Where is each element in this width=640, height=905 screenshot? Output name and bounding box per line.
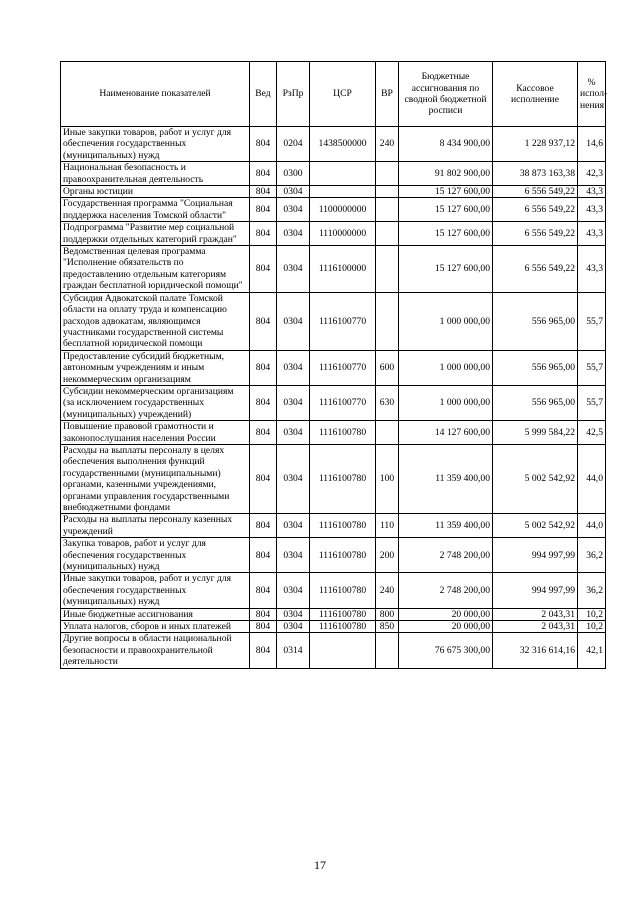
table-row [61, 633, 606, 668]
table-row [61, 421, 606, 445]
header-rzpr: РзПр [277, 62, 310, 127]
page-number: 17 [314, 858, 326, 872]
cell-cash: 6 556 549,22 [493, 246, 578, 293]
cell-cash: 556 965,00 [493, 350, 578, 385]
cell-assigned: 1 000 000,00 [399, 292, 493, 350]
cell-rzpr: 0304 [277, 246, 310, 293]
cell-rzpr: 0300 [277, 162, 310, 186]
cell-csr: 1116100770 [310, 292, 376, 350]
cell-cash: 6 556 549,22 [493, 222, 578, 246]
cell-ved: 804 [250, 246, 277, 293]
cell-name: Субсидии некоммерческим организациям (за исключением государственных (муниципальных) учреждений) [61, 385, 250, 420]
cell-name: Подпрограмма "Развитие мер социальной поддержки отдельных категорий граждан" [61, 222, 250, 246]
cell-percent: 43,3 [578, 222, 606, 246]
cell-rzpr: 0304 [277, 444, 310, 513]
cell-ved: 804 [250, 621, 277, 633]
cell-csr: 1116100770 [310, 385, 376, 420]
cell-percent: 55,7 [578, 350, 606, 385]
cell-csr: 1116100770 [310, 350, 376, 385]
cell-name: Органы юстиции [61, 186, 250, 198]
table-row [61, 162, 606, 186]
cell-assigned: 1 000 000,00 [399, 350, 493, 385]
cell-percent: 14,6 [578, 127, 606, 162]
cell-csr: 1116100000 [310, 246, 376, 293]
cell-ved: 804 [250, 222, 277, 246]
cell-vr [376, 292, 399, 350]
cell-rzpr: 0304 [277, 292, 310, 350]
header-csr: ЦСР [310, 62, 376, 127]
cell-name: Уплата налогов, сборов и иных платежей [61, 621, 250, 633]
table-row [61, 127, 606, 162]
table-row [61, 222, 606, 246]
cell-percent: 42,1 [578, 633, 606, 668]
cell-csr: 1116100780 [310, 421, 376, 445]
cell-cash: 556 965,00 [493, 292, 578, 350]
cell-vr: 850 [376, 621, 399, 633]
header-name: Наименование показателей [61, 62, 250, 127]
cell-rzpr: 0304 [277, 421, 310, 445]
cell-name: Иные закупки товаров, работ и услуг для обеспечения государственных (муниципальных) нужд [61, 573, 250, 608]
cell-percent: 10,2 [578, 621, 606, 633]
cell-cash: 5 002 542,92 [493, 444, 578, 513]
cell-vr: 110 [376, 514, 399, 538]
cell-ved: 804 [250, 292, 277, 350]
cell-assigned: 76 675 300,00 [399, 633, 493, 668]
cell-assigned: 15 127 600,00 [399, 186, 493, 198]
cell-csr [310, 633, 376, 668]
cell-name: Национальная безопасность и правоохранительная деятельность [61, 162, 250, 186]
header-vr: ВР [376, 62, 399, 127]
cell-name: Другие вопросы в области национальной безопасности и правоохранительной деятельности [61, 633, 250, 668]
cell-csr: 1116100780 [310, 621, 376, 633]
cell-ved: 804 [250, 350, 277, 385]
cell-percent: 44,0 [578, 444, 606, 513]
cell-assigned: 20 000,00 [399, 608, 493, 620]
cell-vr [376, 162, 399, 186]
cell-vr: 240 [376, 573, 399, 608]
cell-cash: 2 043,31 [493, 621, 578, 633]
cell-vr [376, 246, 399, 293]
cell-assigned: 11 359 400,00 [399, 444, 493, 513]
cell-cash: 2 043,31 [493, 608, 578, 620]
cell-percent: 55,7 [578, 385, 606, 420]
cell-ved: 804 [250, 127, 277, 162]
cell-vr [376, 186, 399, 198]
cell-cash: 38 873 163,38 [493, 162, 578, 186]
cell-assigned: 91 802 900,00 [399, 162, 493, 186]
table-body [61, 127, 606, 669]
table-row [61, 514, 606, 538]
cell-cash: 32 316 614,16 [493, 633, 578, 668]
cell-name: Государственная программа "Социальная поддержка населения Томской области" [61, 198, 250, 222]
header-assigned: Бюджетные ассигнования по сводной бюджетной росписи [399, 62, 493, 127]
table-row [61, 246, 606, 293]
cell-name: Субсидия Адвокатской палате Томской области на оплату труда и компенсацию расходов адвокатам, являющимся участниками государственной системы бесплатной юридической помощи [61, 292, 250, 350]
cell-name: Иные закупки товаров, работ и услуг для обеспечения государственных (муниципальных) нужд [61, 127, 250, 162]
cell-ved: 804 [250, 514, 277, 538]
cell-cash: 6 556 549,22 [493, 198, 578, 222]
cell-ved: 804 [250, 421, 277, 445]
cell-csr: 1116100780 [310, 444, 376, 513]
cell-ved: 804 [250, 444, 277, 513]
budget-execution-table [60, 61, 606, 669]
cell-rzpr: 0304 [277, 222, 310, 246]
cell-rzpr: 0204 [277, 127, 310, 162]
cell-percent: 44,0 [578, 514, 606, 538]
cell-ved: 804 [250, 633, 277, 668]
cell-ved: 804 [250, 186, 277, 198]
table-row [61, 350, 606, 385]
cell-rzpr: 0304 [277, 538, 310, 573]
cell-vr [376, 421, 399, 445]
cell-vr: 800 [376, 608, 399, 620]
table-header-row [61, 62, 606, 127]
table-row [61, 198, 606, 222]
table-row [61, 538, 606, 573]
table-row [61, 608, 606, 620]
table-row [61, 385, 606, 420]
cell-rzpr: 0304 [277, 385, 310, 420]
cell-csr: 1116100780 [310, 514, 376, 538]
cell-cash: 5 002 542,92 [493, 514, 578, 538]
table-row [61, 186, 606, 198]
cell-name: Расходы на выплаты персоналу в целях обеспечения выполнения функций государственными (муниципальными) органами, казенными учреждениями, органами управления государственными внебюджетными фондами [61, 444, 250, 513]
cell-assigned: 15 127 600,00 [399, 198, 493, 222]
cell-percent: 42,3 [578, 162, 606, 186]
cell-cash: 6 556 549,22 [493, 186, 578, 198]
cell-csr: 1438500000 [310, 127, 376, 162]
cell-assigned: 15 127 600,00 [399, 222, 493, 246]
cell-cash: 1 228 937,12 [493, 127, 578, 162]
cell-csr [310, 162, 376, 186]
cell-rzpr: 0304 [277, 186, 310, 198]
cell-cash: 994 997,99 [493, 538, 578, 573]
cell-vr: 600 [376, 350, 399, 385]
cell-vr: 630 [376, 385, 399, 420]
cell-ved: 804 [250, 538, 277, 573]
cell-assigned: 8 434 900,00 [399, 127, 493, 162]
cell-name: Закупка товаров, работ и услуг для обеспечения государственных (муниципальных) нужд [61, 538, 250, 573]
cell-rzpr: 0304 [277, 350, 310, 385]
cell-vr [376, 198, 399, 222]
cell-name: Предоставление субсидий бюджетным, автономным учреждениям и иным некоммерческим организациям [61, 350, 250, 385]
cell-assigned: 14 127 600,00 [399, 421, 493, 445]
header-ved: Вед [250, 62, 277, 127]
table-row [61, 292, 606, 350]
cell-assigned: 11 359 400,00 [399, 514, 493, 538]
cell-assigned: 1 000 000,00 [399, 385, 493, 420]
cell-ved: 804 [250, 608, 277, 620]
cell-ved: 804 [250, 198, 277, 222]
cell-percent: 36,2 [578, 538, 606, 573]
cell-rzpr: 0304 [277, 573, 310, 608]
cell-ved: 804 [250, 162, 277, 186]
cell-percent: 43,3 [578, 198, 606, 222]
cell-csr: 1116100780 [310, 538, 376, 573]
cell-vr: 200 [376, 538, 399, 573]
cell-name: Ведомственная целевая программа "Исполнение обязательств по предоставлению отдельным категориям граждан бесплатной юридической помощи" [61, 246, 250, 293]
cell-percent: 43,3 [578, 186, 606, 198]
cell-assigned: 15 127 600,00 [399, 246, 493, 293]
cell-percent: 10,2 [578, 608, 606, 620]
cell-rzpr: 0304 [277, 608, 310, 620]
cell-ved: 804 [250, 573, 277, 608]
header-percent: % испол-нения [578, 62, 606, 127]
cell-rzpr: 0304 [277, 621, 310, 633]
cell-percent: 42,5 [578, 421, 606, 445]
cell-rzpr: 0314 [277, 633, 310, 668]
cell-name: Иные бюджетные ассигнования [61, 608, 250, 620]
cell-csr: 1100000000 [310, 198, 376, 222]
cell-assigned: 20 000,00 [399, 621, 493, 633]
cell-vr: 100 [376, 444, 399, 513]
cell-name: Повышение правовой грамотности и законопослушания населения России [61, 421, 250, 445]
cell-percent: 36,2 [578, 573, 606, 608]
cell-vr: 240 [376, 127, 399, 162]
cell-csr: 1116100780 [310, 573, 376, 608]
table-row [61, 621, 606, 633]
cell-csr: 1116100780 [310, 608, 376, 620]
cell-csr: 1110000000 [310, 222, 376, 246]
cell-percent: 43,3 [578, 246, 606, 293]
cell-rzpr: 0304 [277, 514, 310, 538]
cell-cash: 556 965,00 [493, 385, 578, 420]
cell-vr [376, 633, 399, 668]
cell-name: Расходы на выплаты персоналу казенных учреждений [61, 514, 250, 538]
cell-cash: 5 999 584,22 [493, 421, 578, 445]
header-cash: Кассовое исполнение [493, 62, 578, 127]
cell-rzpr: 0304 [277, 198, 310, 222]
cell-assigned: 2 748 200,00 [399, 573, 493, 608]
cell-csr [310, 186, 376, 198]
cell-ved: 804 [250, 385, 277, 420]
table-row [61, 573, 606, 608]
cell-assigned: 2 748 200,00 [399, 538, 493, 573]
cell-percent: 55,7 [578, 292, 606, 350]
cell-cash: 994 997,99 [493, 573, 578, 608]
cell-vr [376, 222, 399, 246]
table-row [61, 444, 606, 513]
